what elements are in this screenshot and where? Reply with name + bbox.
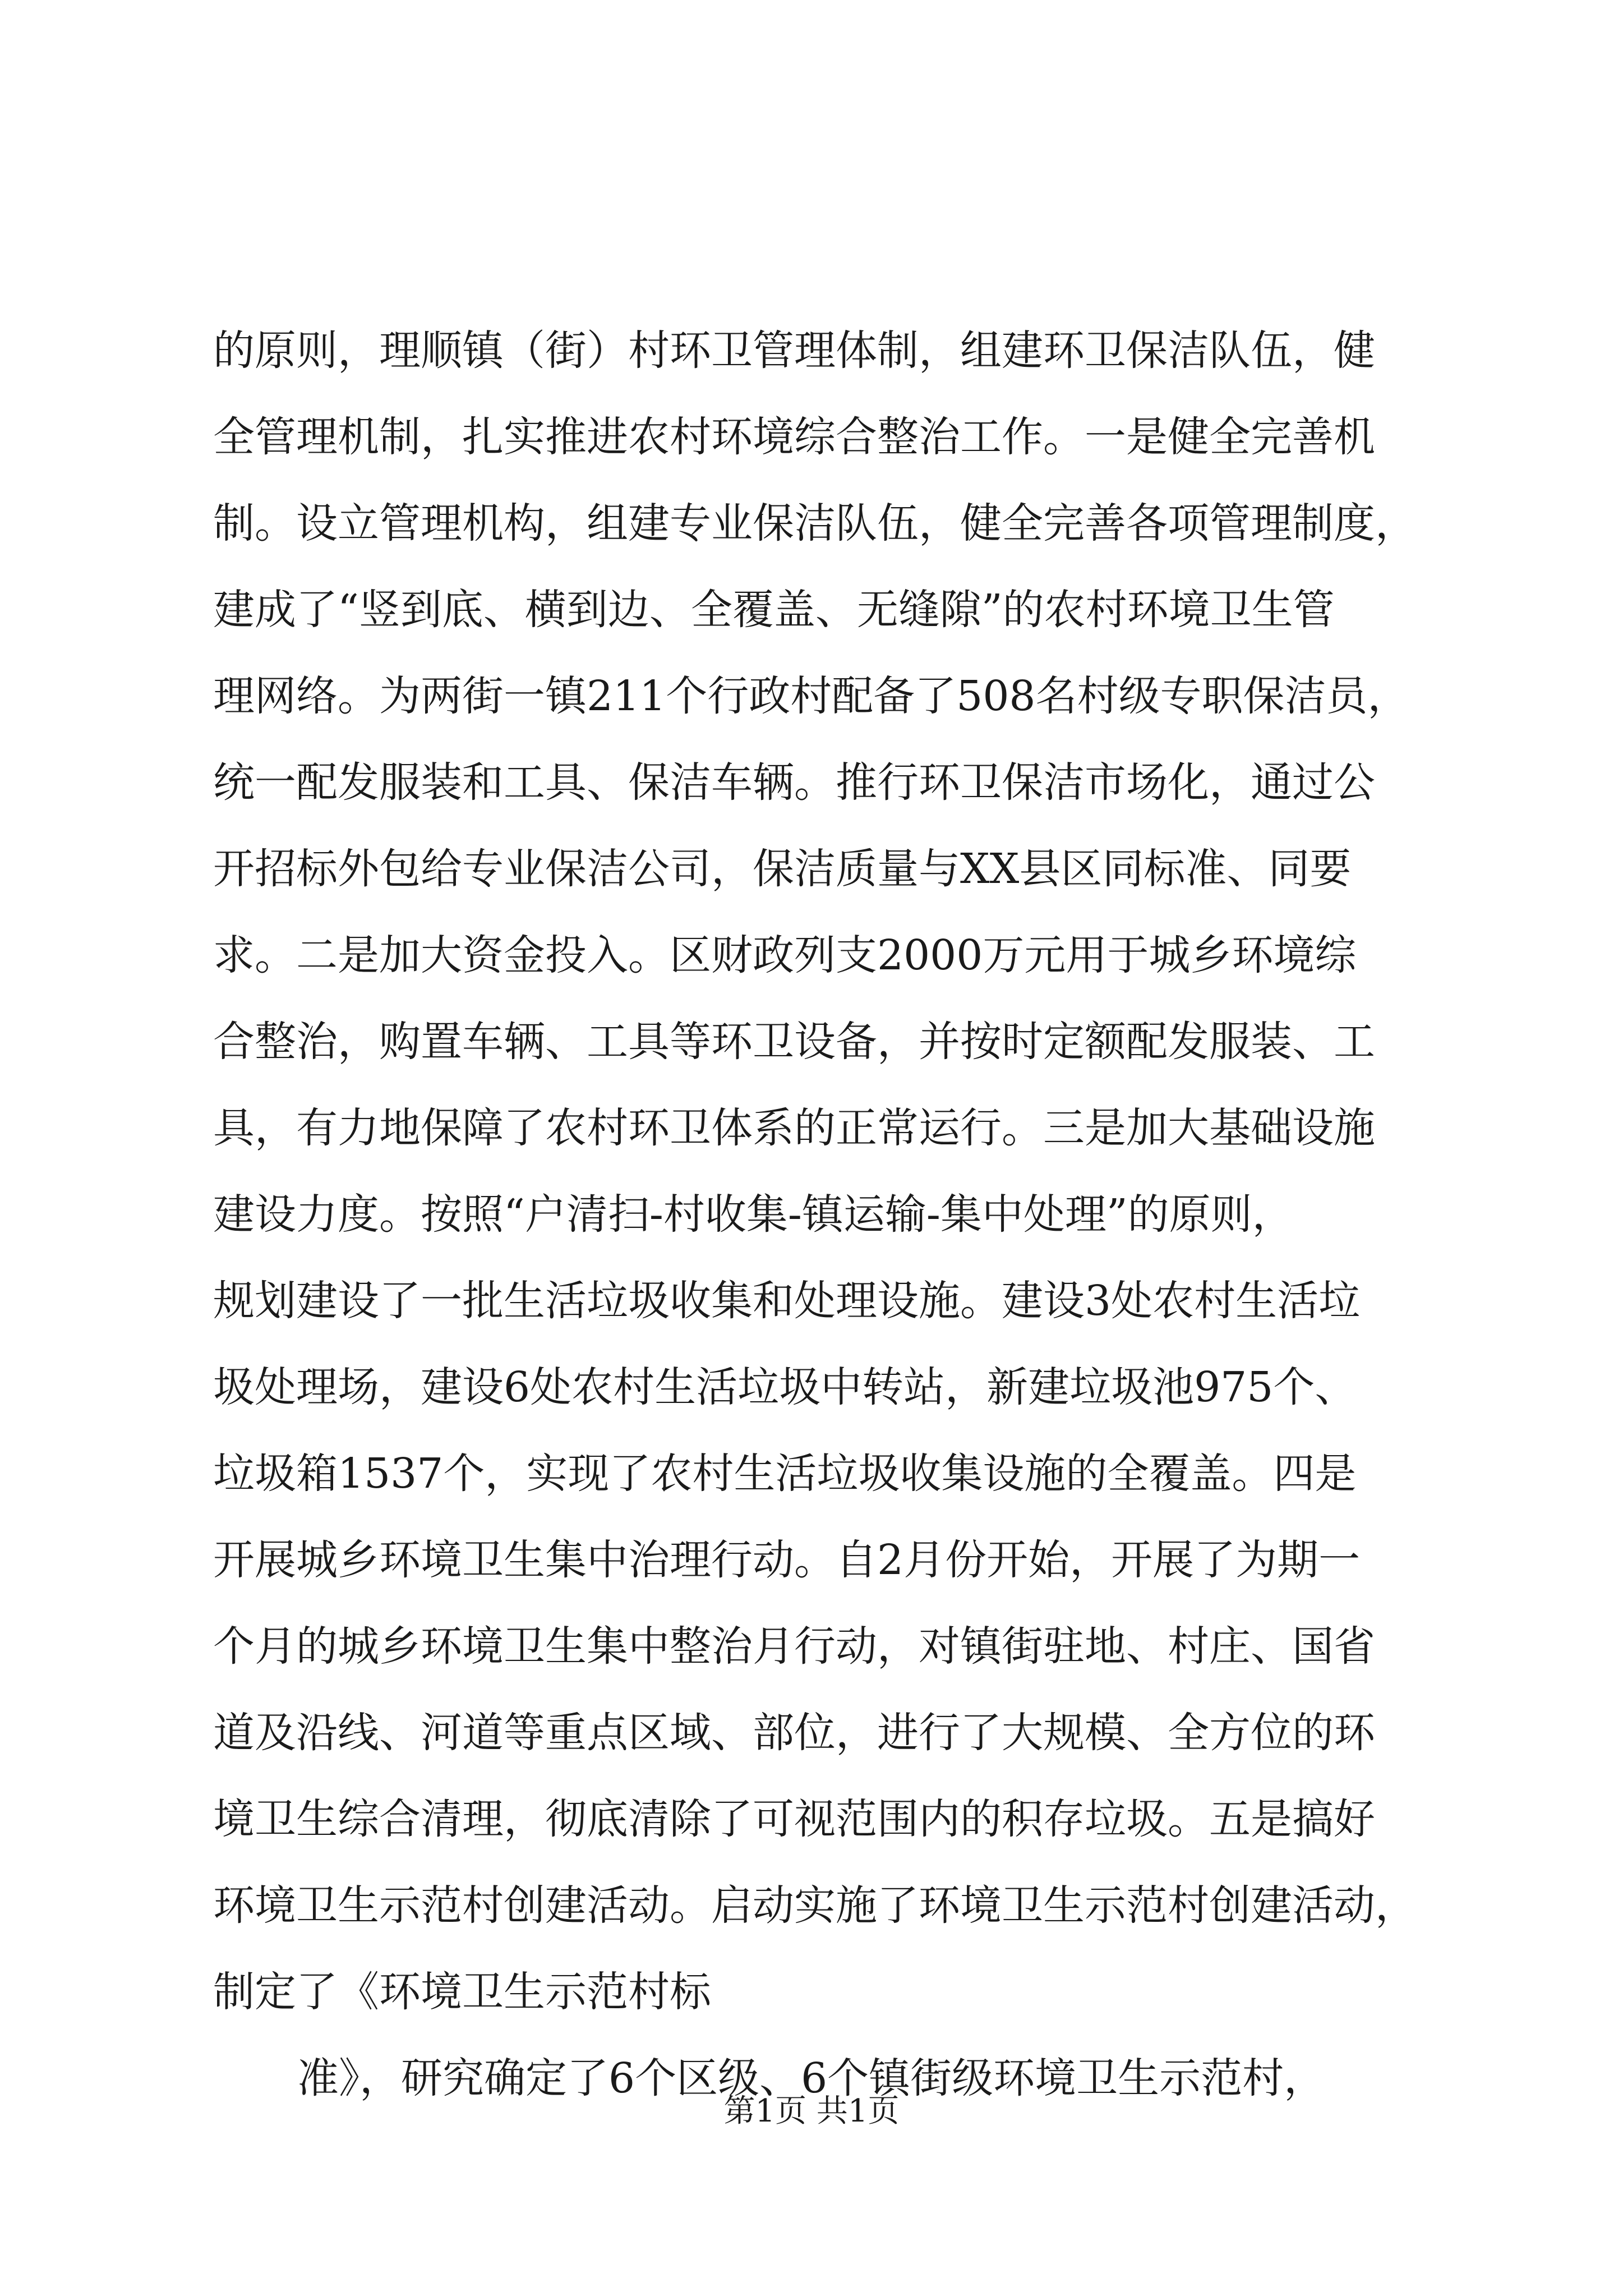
text-line: 求。二是加大资金投入。区财政列支2000万元用于城乡环境综 [213, 931, 1357, 979]
text-line: 统一配发服装和工具、保洁车辆。推行环卫保洁市场化，通过公 [213, 758, 1375, 807]
text-line: 建设力度。按照“户清扫-村收集-镇运输-集中处理”的原则， [213, 1190, 1294, 1239]
page-number-label: 第1页 共1页 [723, 2093, 900, 2129]
text-line: 开招标外包给专业保洁公司，保洁质量与XX县区同标准、同要 [213, 845, 1352, 893]
text-line: 开展城乡环境卫生集中治理行动。自2月份开始，开展了为期一 [213, 1536, 1361, 1584]
text-line: 制。设立管理机构，组建专业保洁队伍，健全完善各项管理制度， [213, 499, 1417, 547]
text-line: 环境卫生示范村创建活动。启动实施了环境卫生示范村创建活动， [213, 1881, 1417, 1930]
document-body [213, 307, 1436, 2122]
text-line: 圾处理场，建设6处农村生活垃圾中转站，新建垃圾池975个、 [213, 1363, 1357, 1411]
text-line: 具，有力地保障了农村环卫体系的正常运行。三是加大基础设施 [213, 1104, 1375, 1152]
text-line: 建成了“竖到底、横到边、全覆盖、无缝隙”的农村环境卫生管 [213, 586, 1335, 634]
page-footer [0, 2089, 1623, 2134]
text-line: 理网络。为两街一镇211个行政村配备了508名村级专职保洁员， [213, 672, 1409, 720]
text-line: 垃圾箱1537个，实现了农村生活垃圾收集设施的全覆盖。四是 [213, 1450, 1357, 1498]
text-line: 道及沿线、河道等重点区域、部位，进行了大规模、全方位的环 [213, 1709, 1375, 1757]
text-line: 境卫生综合清理，彻底清除了可视范围内的积存垃圾。五是搞好 [213, 1795, 1375, 1843]
text-line: 的原则，理顺镇（街）村环卫管理体制，组建环卫保洁队伍，健 [213, 326, 1375, 375]
text-line: 全管理机制，扎实推进农村环境综合整治工作。一是健全完善机 [213, 413, 1375, 461]
continuation-line: 准》，研究确定了6个区级、6个镇街级环境卫生示范村， [297, 2054, 1326, 2102]
text-line: 制定了《环境卫生示范村标 [213, 1968, 711, 2016]
text-line: 合整治，购置车辆、工具等环卫设备，并按时定额配发服装、工 [213, 1018, 1375, 1066]
text-line: 个月的城乡环境卫生集中整治月行动，对镇街驻地、村庄、国省 [213, 1622, 1375, 1671]
text-line: 规划建设了一批生活垃圾收集和处理设施。建设3处农村生活垃 [213, 1277, 1361, 1325]
